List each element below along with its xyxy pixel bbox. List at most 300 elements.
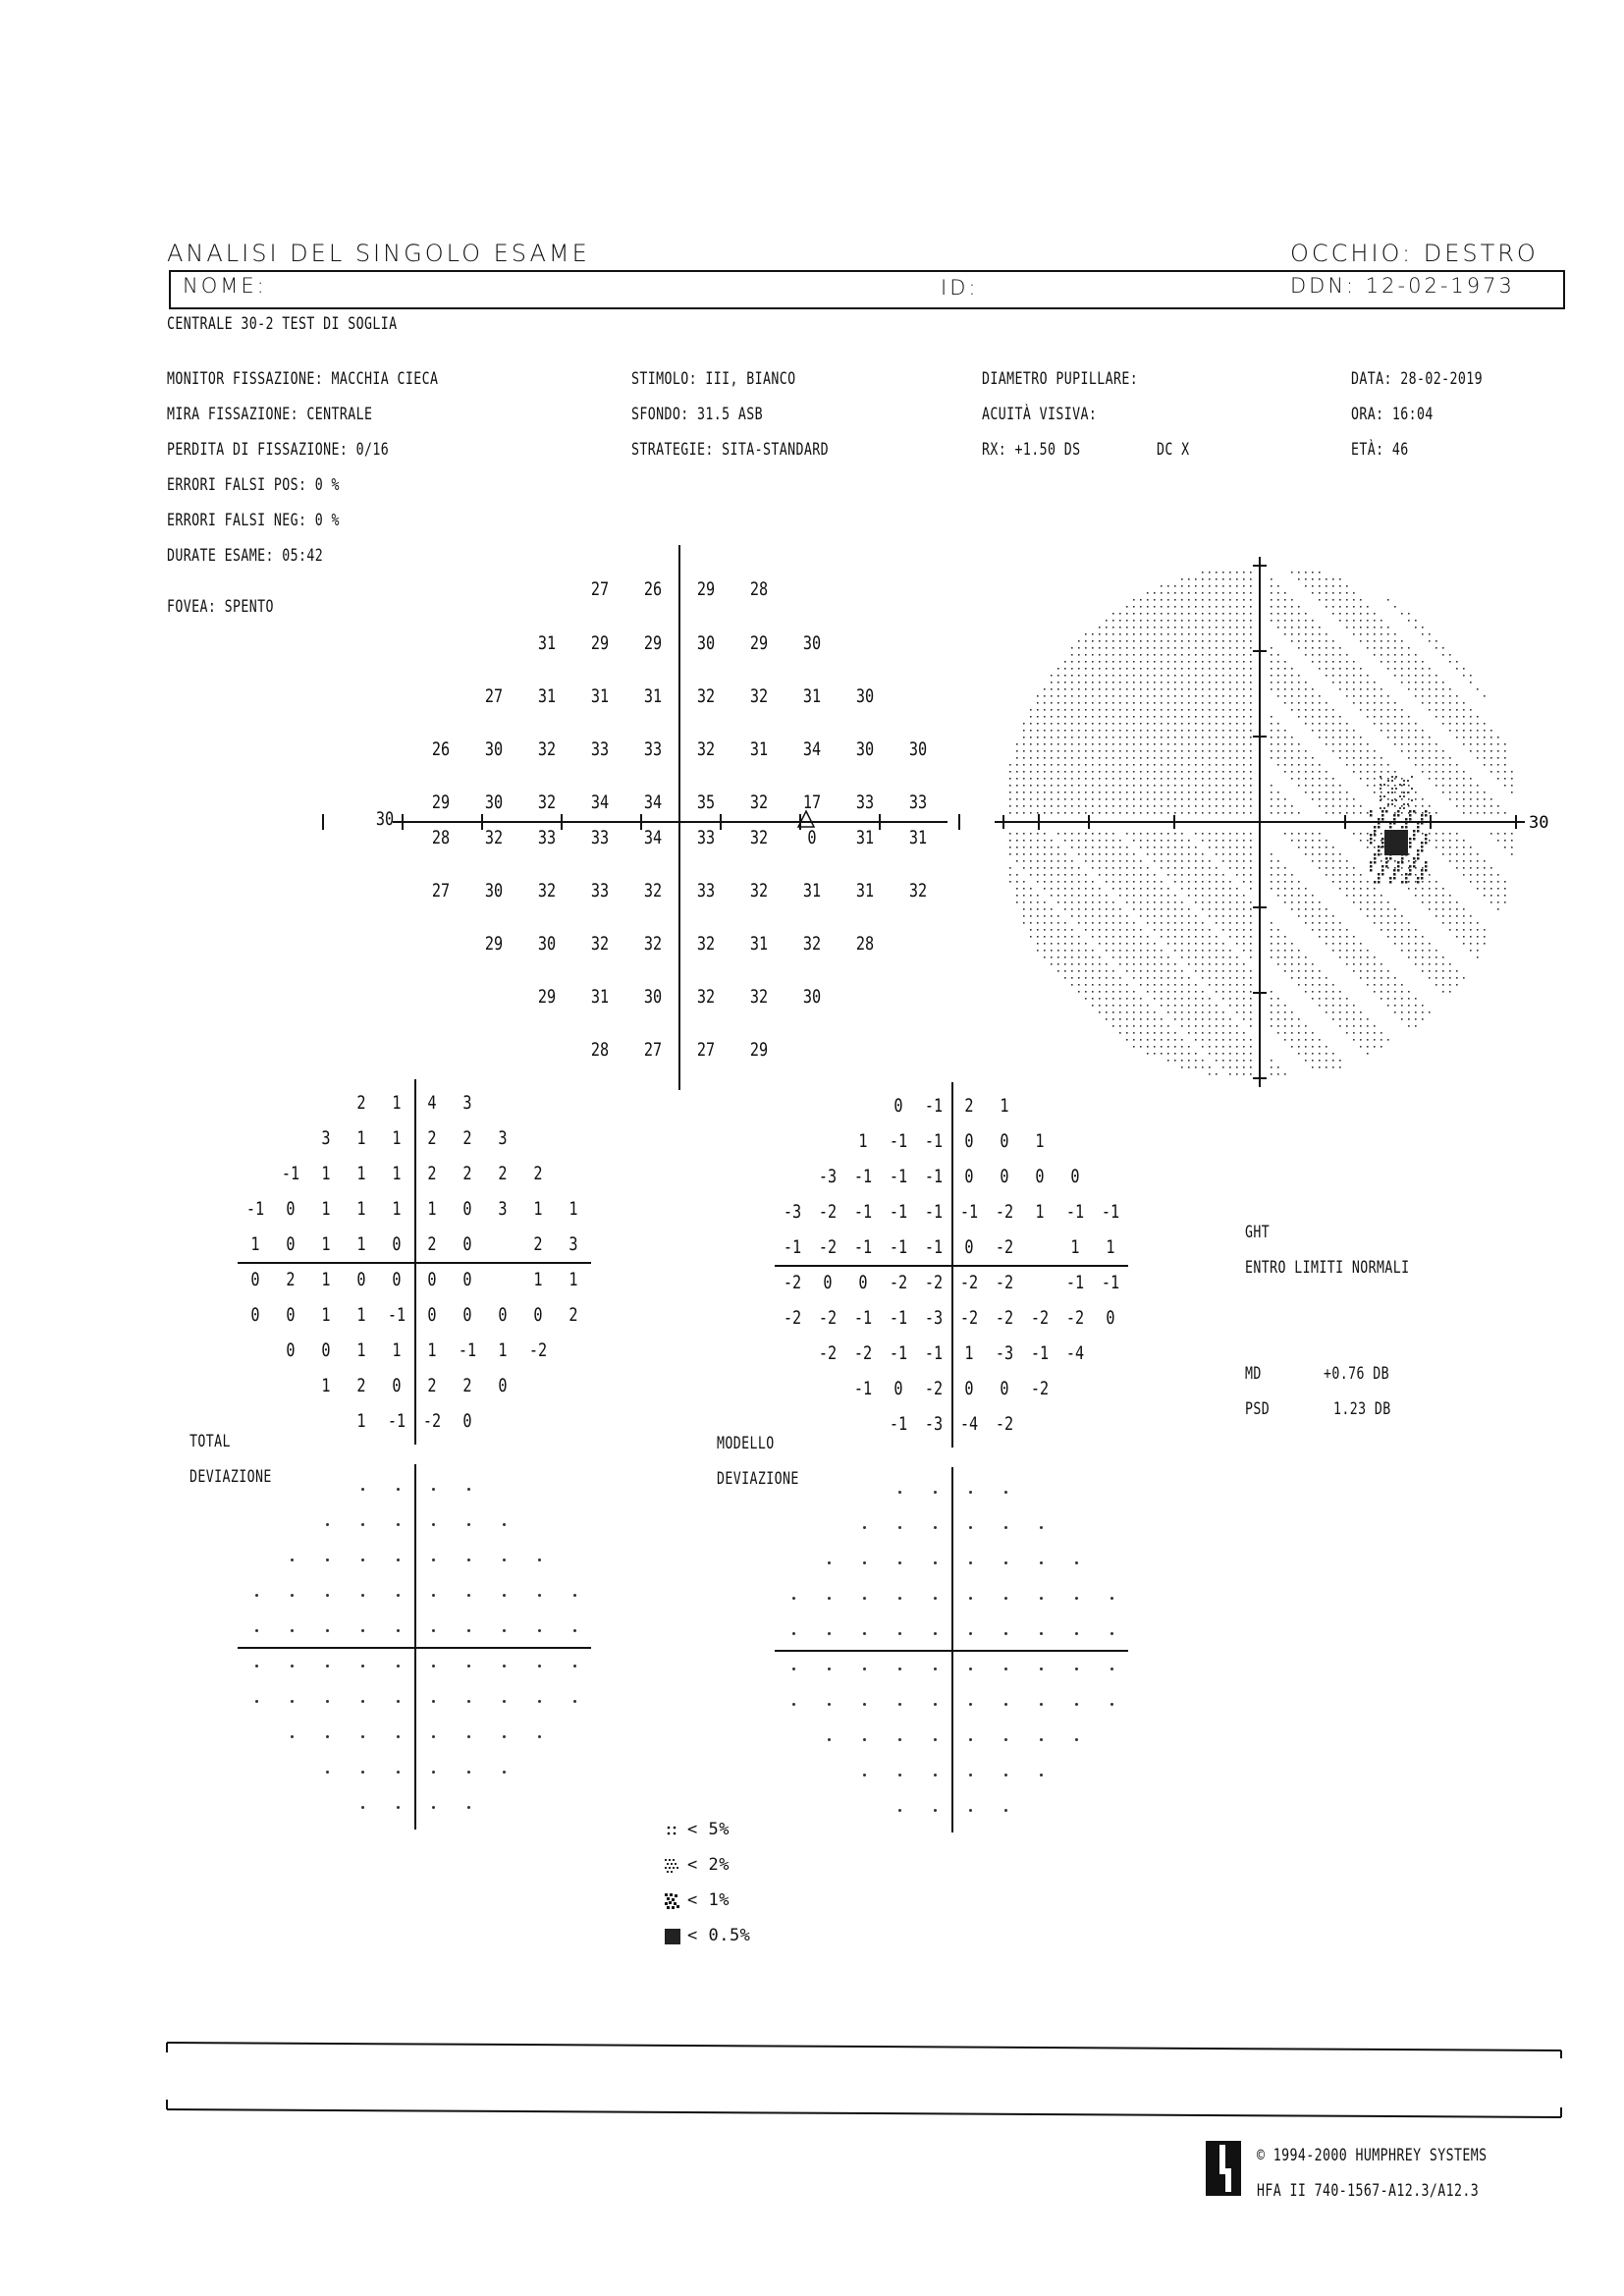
probability-dot (863, 1632, 866, 1635)
total-label-2: DEVIAZIONE (189, 1467, 272, 1487)
deviation-value: 2 (533, 1163, 543, 1184)
legend-item-05: < 0.5% (664, 1926, 750, 1961)
probability-dot (432, 1523, 435, 1526)
deviation-value: 0 (286, 1339, 296, 1361)
threshold-value: 32 (749, 827, 769, 848)
threshold-value: 29 (431, 792, 451, 813)
threshold-value: 31 (643, 685, 663, 707)
probability-dot (828, 1738, 831, 1741)
info-line: DATA: 28-02-2019 (1351, 369, 1483, 389)
deviation-value: 3 (462, 1092, 472, 1114)
ght-result: ENTRO LIMITI NORMALI (1245, 1258, 1410, 1278)
deviation-value: 1 (568, 1269, 578, 1290)
deviation-value: 0 (893, 1378, 903, 1399)
probability-dot (467, 1735, 470, 1738)
threshold-x-axis (393, 821, 947, 823)
probability-y-axis (414, 1464, 416, 1830)
probability-dot (326, 1700, 329, 1703)
threshold-value: 17 (802, 792, 822, 813)
deviation-value: -3 (818, 1166, 838, 1187)
info-line: DURATE ESAME: 05:42 (167, 546, 324, 566)
deviation-value: -1 (853, 1236, 873, 1258)
deviation-value: -1 (853, 1166, 873, 1187)
probability-dot (934, 1597, 937, 1600)
probability-dot (1110, 1667, 1113, 1670)
legend-item-2: < 2% (664, 1855, 750, 1890)
grayscale-map (982, 545, 1561, 1105)
threshold-value: 33 (908, 792, 928, 813)
probability-dot (863, 1703, 866, 1706)
probability-dot (898, 1667, 901, 1670)
deviation-value: 0 (1000, 1378, 1009, 1399)
deviation-value: 1 (356, 1233, 366, 1255)
probability-dot (934, 1809, 937, 1812)
threshold-axis-label: 30 (375, 808, 395, 830)
deviation-value: -1 (1101, 1201, 1120, 1223)
probability-dot (898, 1491, 901, 1494)
deviation-value: -1 (1065, 1201, 1085, 1223)
deviation-value: 2 (427, 1163, 437, 1184)
probability-dot (1004, 1738, 1007, 1741)
deviation-value: 1 (321, 1375, 331, 1396)
name-label: NOME: (183, 274, 267, 298)
probability-dot (1075, 1561, 1078, 1564)
deviation-value: -3 (783, 1201, 802, 1223)
deviation-value: -1 (889, 1413, 908, 1435)
deviation-value: -1 (853, 1201, 873, 1223)
probability-dot (934, 1738, 937, 1741)
threshold-value: 29 (749, 632, 769, 654)
deviation-value: 1 (568, 1198, 578, 1220)
probability-dot (432, 1558, 435, 1561)
probability-dot (361, 1665, 364, 1667)
probability-dot (792, 1597, 795, 1600)
info-line: PERDITA DI FISSAZIONE: 0/16 (167, 440, 390, 460)
deviation-value: 0 (462, 1198, 472, 1220)
dots-sparse-icon (664, 1822, 681, 1839)
deviation-value: 0 (286, 1304, 296, 1326)
deviation-value: 1 (321, 1163, 331, 1184)
threshold-value: 32 (696, 738, 716, 760)
deviation-value: 0 (964, 1130, 974, 1152)
deviation-value: 0 (1000, 1130, 1009, 1152)
deviation-value: 0 (1070, 1166, 1080, 1187)
probability-dot (255, 1665, 258, 1667)
threshold-value: 32 (802, 933, 822, 955)
threshold-value: 27 (484, 685, 504, 707)
probability-dot (397, 1558, 400, 1561)
threshold-value: 27 (643, 1039, 663, 1061)
threshold-value: 26 (431, 738, 451, 760)
probability-dot (898, 1703, 901, 1706)
info-line: DC X (1157, 440, 1190, 460)
model-number: HFA II 740-1567-A12.3/A12.3 (1257, 2181, 1480, 2201)
probability-dot (432, 1735, 435, 1738)
threshold-value: 33 (696, 880, 716, 902)
humphrey-logo (1206, 2141, 1241, 2196)
threshold-value: 29 (590, 632, 610, 654)
deviation-value: -1 (853, 1307, 873, 1329)
probability-dot (467, 1523, 470, 1526)
deviation-value: 1 (392, 1092, 402, 1114)
deviation-value: 0 (462, 1233, 472, 1255)
threshold-value: 30 (537, 933, 557, 955)
probability-dot (397, 1806, 400, 1809)
threshold-value: 28 (431, 827, 451, 848)
probability-dot (326, 1735, 329, 1738)
deviation-value: 1 (858, 1130, 868, 1152)
solid-square-icon (664, 1928, 681, 1945)
deviation-value: -2 (1030, 1378, 1050, 1399)
threshold-value: 31 (855, 880, 875, 902)
deviation-value: 0 (823, 1272, 833, 1293)
deviation-value: 1 (356, 1163, 366, 1184)
probability-dot (898, 1632, 901, 1635)
probability-dot (828, 1561, 831, 1564)
pattern-label-2: DEVIAZIONE (717, 1469, 799, 1489)
deviation-value: -1 (783, 1236, 802, 1258)
deviation-value: 2 (427, 1233, 437, 1255)
probability-dot (1075, 1597, 1078, 1600)
deviation-value: -2 (853, 1342, 873, 1364)
deviation-value: 0 (356, 1269, 366, 1290)
deviation-value: -2 (924, 1378, 944, 1399)
probability-dot (1040, 1774, 1043, 1777)
probability-dot (1075, 1667, 1078, 1670)
deviation-value: -1 (924, 1236, 944, 1258)
threshold-value: 0 (807, 827, 817, 848)
info-line: ORA: 16:04 (1351, 405, 1434, 424)
probability-dot (573, 1594, 576, 1597)
threshold-value: 34 (643, 792, 663, 813)
deviation-value: -2 (959, 1307, 979, 1329)
threshold-value: 27 (431, 880, 451, 902)
probability-dot (503, 1665, 506, 1667)
deviation-value: 0 (462, 1269, 472, 1290)
probability-dot (1040, 1703, 1043, 1706)
deviation-value: 1 (392, 1198, 402, 1220)
deviation-value: 0 (858, 1272, 868, 1293)
threshold-value: 26 (643, 578, 663, 600)
probability-dot (467, 1806, 470, 1809)
info-line: STIMOLO: III, BIANCO (631, 369, 796, 389)
deviation-value: 0 (462, 1304, 472, 1326)
threshold-value: 32 (537, 792, 557, 813)
probability-y-axis (951, 1467, 953, 1832)
probability-dot (432, 1806, 435, 1809)
probability-dot (255, 1629, 258, 1632)
probability-dot (1040, 1667, 1043, 1670)
probability-dot (361, 1558, 364, 1561)
deviation-value: 1 (1000, 1095, 1009, 1117)
threshold-value: 34 (590, 792, 610, 813)
deviation-value: -1 (889, 1236, 908, 1258)
probability-dot (503, 1558, 506, 1561)
deviation-value: -2 (924, 1272, 944, 1293)
probability-dot (1110, 1632, 1113, 1635)
deviation-value: -2 (1065, 1307, 1085, 1329)
deviation-value: 2 (462, 1375, 472, 1396)
threshold-value: 32 (643, 933, 663, 955)
test-name: CENTRALE 30-2 TEST DI SOGLIA (167, 314, 398, 334)
probability-dot (1040, 1738, 1043, 1741)
deviation-value: -1 (1030, 1342, 1050, 1364)
threshold-tick (720, 814, 722, 830)
threshold-value: 30 (802, 986, 822, 1008)
deviation-value: -1 (1065, 1272, 1085, 1293)
deviation-value: -1 (924, 1342, 944, 1364)
probability-dot (969, 1597, 972, 1600)
probability-dot (467, 1594, 470, 1597)
threshold-tick (402, 814, 404, 830)
deviation-value: -1 (889, 1342, 908, 1364)
threshold-tick (879, 814, 881, 830)
deviation-value: 0 (533, 1304, 543, 1326)
deviation-value: -1 (853, 1378, 873, 1399)
info-line: STRATEGIE: SITA-STANDARD (631, 440, 829, 460)
probability-dot (934, 1632, 937, 1635)
deviation-value: -1 (281, 1163, 300, 1184)
threshold-value: 30 (643, 986, 663, 1008)
deviation-value: -1 (924, 1201, 944, 1223)
probability-dot (863, 1667, 866, 1670)
threshold-value: 33 (590, 738, 610, 760)
info-line: MIRA FISSAZIONE: CENTRALE (167, 405, 373, 424)
probability-dot (326, 1523, 329, 1526)
eye-label: OCCHIO: DESTRO (1290, 240, 1539, 267)
deviation-value: 1 (321, 1304, 331, 1326)
threshold-value: 30 (696, 632, 716, 654)
threshold-value: 33 (643, 738, 663, 760)
probability-dot (898, 1774, 901, 1777)
probability-dot (863, 1774, 866, 1777)
deviation-value: -1 (924, 1166, 944, 1187)
probability-dot (326, 1558, 329, 1561)
threshold-value: 27 (590, 578, 610, 600)
deviation-value: 1 (321, 1269, 331, 1290)
probability-dot (1040, 1561, 1043, 1564)
deviation-value: 1 (392, 1127, 402, 1149)
probability-dot (828, 1632, 831, 1635)
deviation-value: -2 (995, 1413, 1014, 1435)
probability-dot (969, 1738, 972, 1741)
deviation-value: 0 (250, 1269, 260, 1290)
deviation-value: 0 (321, 1339, 331, 1361)
deviation-value: 1 (321, 1198, 331, 1220)
threshold-value: 28 (749, 578, 769, 600)
threshold-value: 31 (537, 685, 557, 707)
threshold-value: 33 (855, 792, 875, 813)
blind-spot-triangle-icon (796, 809, 816, 829)
probability-dot (467, 1488, 470, 1491)
probability-dot (326, 1629, 329, 1632)
deviation-value: 0 (392, 1233, 402, 1255)
deviation-value: 0 (1035, 1166, 1045, 1187)
probability-dot (934, 1667, 937, 1670)
probability-dot (432, 1665, 435, 1667)
info-line: SFONDO: 31.5 ASB (631, 405, 763, 424)
probability-dot (934, 1526, 937, 1529)
threshold-value: 28 (855, 933, 875, 955)
probability-dot (969, 1491, 972, 1494)
copyright: © 1994-2000 HUMPHREY SYSTEMS (1257, 2146, 1488, 2165)
probability-dot (467, 1771, 470, 1774)
probability-dot (1075, 1632, 1078, 1635)
deviation-value: -1 (889, 1166, 908, 1187)
probability-dot (291, 1735, 294, 1738)
deviation-value: 0 (286, 1198, 296, 1220)
deviation-value: 0 (964, 1236, 974, 1258)
deviation-value: 2 (427, 1127, 437, 1149)
deviation-value: 0 (498, 1304, 508, 1326)
threshold-value: 32 (590, 933, 610, 955)
threshold-value: 28 (590, 1039, 610, 1061)
threshold-value: 31 (590, 986, 610, 1008)
probability-dot (1004, 1526, 1007, 1529)
deviation-value: -2 (422, 1410, 442, 1432)
deviation-value: 2 (286, 1269, 296, 1290)
threshold-tick (958, 814, 960, 830)
probability-dot (934, 1774, 937, 1777)
threshold-value: 32 (537, 880, 557, 902)
probability-dot (397, 1488, 400, 1491)
deviation-value: -1 (889, 1307, 908, 1329)
threshold-value: 30 (484, 738, 504, 760)
threshold-value: 29 (696, 578, 716, 600)
probability-dot (255, 1700, 258, 1703)
deviation-value: -1 (924, 1095, 944, 1117)
grayscale-axis-label: 30 (1529, 813, 1549, 833)
probability-dot (326, 1665, 329, 1667)
info-line: ERRORI FALSI NEG: 0 % (167, 511, 340, 530)
deviation-value: 1 (356, 1127, 366, 1149)
probability-dot (898, 1809, 901, 1812)
deviation-value: 0 (964, 1166, 974, 1187)
deviation-value: 4 (427, 1092, 437, 1114)
probability-dot (969, 1526, 972, 1529)
probability-dot (1004, 1632, 1007, 1635)
probability-dot (1040, 1526, 1043, 1529)
deviation-value: -2 (959, 1272, 979, 1293)
probability-dot (828, 1597, 831, 1600)
deviation-value: 2 (964, 1095, 974, 1117)
info-line: ERRORI FALSI POS: 0 % (167, 475, 340, 495)
probability-dot (898, 1738, 901, 1741)
deviation-value: 2 (568, 1304, 578, 1326)
deviation-value: -2 (995, 1307, 1014, 1329)
deviation-value: -2 (818, 1236, 838, 1258)
probability-dot (538, 1594, 541, 1597)
deviation-value: 1 (321, 1233, 331, 1255)
fovea-label: FOVEA: SPENTO (167, 597, 274, 617)
threshold-value: 30 (484, 880, 504, 902)
deviation-value: 1 (533, 1198, 543, 1220)
probability-dot (1040, 1597, 1043, 1600)
deviation-y-axis (951, 1082, 953, 1448)
probability-dot (1004, 1667, 1007, 1670)
deviation-value: -4 (1065, 1342, 1085, 1364)
threshold-value: 30 (908, 738, 928, 760)
threshold-tick (322, 814, 324, 830)
deviation-value: 2 (533, 1233, 543, 1255)
threshold-value: 34 (802, 738, 822, 760)
probability-dot (538, 1629, 541, 1632)
probability-dot (361, 1488, 364, 1491)
probability-dot (503, 1594, 506, 1597)
probability-dot (291, 1665, 294, 1667)
threshold-value: 34 (643, 827, 663, 848)
probability-dot (432, 1629, 435, 1632)
probability-dot (863, 1561, 866, 1564)
deviation-value: 0 (392, 1375, 402, 1396)
probability-dot (361, 1735, 364, 1738)
deviation-value: 0 (286, 1233, 296, 1255)
md-label: MD (1245, 1364, 1262, 1384)
probability-dot (828, 1667, 831, 1670)
total-label-1: TOTAL (189, 1432, 231, 1451)
threshold-value: 32 (749, 792, 769, 813)
threshold-value: 31 (802, 880, 822, 902)
threshold-value: 35 (696, 792, 716, 813)
deviation-value: 1 (1035, 1201, 1045, 1223)
probability-dot (1004, 1774, 1007, 1777)
probability-dot (538, 1700, 541, 1703)
deviation-value: 0 (1106, 1307, 1115, 1329)
threshold-value: 31 (749, 933, 769, 955)
deviation-value: 1 (356, 1304, 366, 1326)
info-line: ETÀ: 46 (1351, 440, 1409, 460)
probability-dot (397, 1665, 400, 1667)
threshold-value: 33 (590, 880, 610, 902)
deviation-value: 2 (356, 1092, 366, 1114)
legend-item-1: < 1% (664, 1890, 750, 1926)
probability-dot (1004, 1491, 1007, 1494)
probability-dot (361, 1523, 364, 1526)
probability-dot (1110, 1703, 1113, 1706)
probability-dot (397, 1700, 400, 1703)
ght-label: GHT (1245, 1223, 1271, 1242)
probability-dot (1075, 1703, 1078, 1706)
threshold-value: 27 (696, 1039, 716, 1061)
threshold-value: 29 (749, 1039, 769, 1061)
deviation-value: -1 (458, 1339, 477, 1361)
probability-dot (538, 1665, 541, 1667)
probability-dot (397, 1771, 400, 1774)
probability-dot (467, 1629, 470, 1632)
probability-dot (361, 1700, 364, 1703)
deviation-value: 0 (498, 1375, 508, 1396)
probability-dot (361, 1629, 364, 1632)
deviation-value: -2 (889, 1272, 908, 1293)
deviation-value: 1 (498, 1339, 508, 1361)
deviation-value: -2 (818, 1307, 838, 1329)
threshold-value: 32 (749, 986, 769, 1008)
info-line: DIAMETRO PUPILLARE: (982, 369, 1139, 389)
threshold-tick (481, 814, 483, 830)
probability-dot (538, 1558, 541, 1561)
probability-dot (792, 1632, 795, 1635)
probability-dot (969, 1774, 972, 1777)
threshold-value: 32 (749, 880, 769, 902)
threshold-value: 32 (908, 880, 928, 902)
deviation-value: 3 (498, 1198, 508, 1220)
probability-dot (792, 1667, 795, 1670)
deviation-value: 1 (1035, 1130, 1045, 1152)
probability-dot (503, 1700, 506, 1703)
probability-dot (969, 1632, 972, 1635)
deviation-value: 0 (427, 1269, 437, 1290)
deviation-value: 1 (427, 1198, 437, 1220)
